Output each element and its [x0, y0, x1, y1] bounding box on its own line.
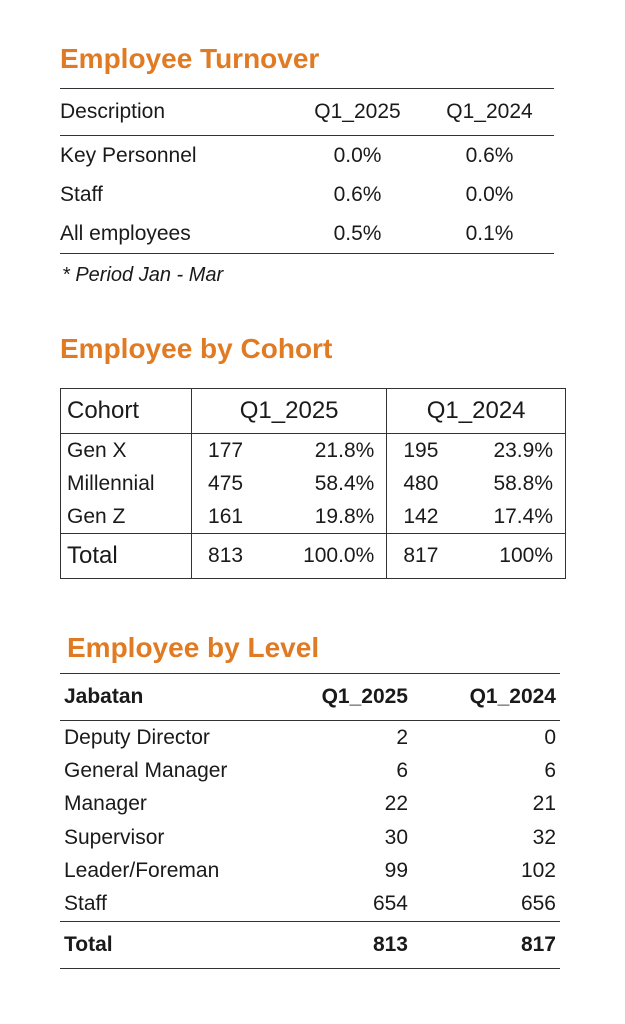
level-total-q1-2024: 817 [412, 921, 560, 968]
turnover-row-label: Key Personnel [60, 143, 197, 167]
turnover-row-q1-2024: 0.0% [465, 182, 514, 206]
cohort-row-count-2025: 177 [192, 434, 260, 468]
turnover-period-note: * Period Jan - Mar [62, 264, 224, 286]
level-total-row [60, 921, 560, 968]
cohort-row-percent-2025: 21.8% [314, 438, 375, 462]
table-row [60, 821, 560, 854]
cohort-total-percent-2025: 100.0% [259, 534, 387, 579]
cohort-row-count-2024: 195 [387, 434, 455, 468]
cohort-table [60, 388, 566, 579]
cohort-row-percent-2025: 19.8% [314, 504, 375, 528]
level-row-q1-2025: 22 [384, 792, 408, 816]
cohort-row-label: Gen X [67, 438, 127, 462]
table-row [61, 467, 566, 500]
cohort-row-percent-2025: 58.4% [314, 471, 375, 495]
table-row [60, 754, 560, 787]
cohort-header-q1-2024: Q1_2024 [387, 389, 566, 434]
level-header-row [60, 674, 560, 721]
turnover-row-label: All employees [60, 214, 290, 254]
level-row-label: General Manager [64, 758, 228, 782]
cohort-header-row [61, 389, 566, 434]
cohort-row-count-2024: 142 [387, 500, 455, 534]
level-row-q1-2025: 654 [372, 892, 408, 916]
cohort-total-label: Total [61, 534, 192, 579]
table-row [61, 434, 566, 468]
table-row [60, 854, 560, 887]
level-row-label: Supervisor [64, 825, 165, 849]
turnover-row-q1-2025: 0.5% [290, 214, 425, 254]
turnover-row-q1-2024: 0.6% [465, 143, 514, 167]
cohort-total-percent-2024: 100% [454, 534, 565, 579]
turnover-row-label: Staff [60, 182, 103, 206]
level-table [60, 673, 560, 969]
level-row-label: Manager [64, 792, 147, 816]
cohort-row-count-2024: 480 [387, 467, 455, 500]
turnover-table [60, 88, 554, 254]
turnover-row-q1-2024: 0.1% [425, 214, 554, 254]
table-row [60, 788, 560, 821]
table-row [60, 721, 560, 755]
level-header-q1-2025: Q1_2025 [284, 674, 412, 721]
level-row-q1-2025: 2 [396, 725, 408, 749]
turnover-row-q1-2025: 0.6% [333, 182, 382, 206]
cohort-row-percent-2024: 17.4% [493, 504, 553, 528]
table-row [60, 214, 554, 254]
cohort-row-count-2025: 475 [192, 467, 260, 500]
level-row-label: Leader/Foreman [64, 858, 220, 882]
level-row-label: Staff [64, 892, 107, 916]
cohort-total-count-2025: 813 [192, 534, 260, 579]
level-total-q1-2025: 813 [284, 921, 412, 968]
table-row [61, 500, 566, 534]
level-total-label: Total [60, 921, 284, 968]
turnover-title: Employee Turnover [60, 43, 320, 74]
cohort-header-q1-2025: Q1_2025 [192, 389, 387, 434]
cohort-row-label: Gen Z [67, 504, 126, 528]
cohort-header-cohort: Cohort [61, 389, 192, 434]
level-header-jabatan: Jabatan [60, 674, 284, 721]
level-row-q1-2025: 99 [384, 858, 408, 882]
cohort-row-label: Millennial [67, 471, 155, 495]
level-row-q1-2025: 30 [384, 825, 408, 849]
level-row-q1-2024: 21 [532, 792, 556, 816]
level-row-q1-2025: 6 [396, 758, 408, 782]
level-row-q1-2024: 656 [520, 892, 556, 916]
level-row-q1-2024: 6 [544, 758, 556, 782]
cohort-title: Employee by Cohort [60, 333, 333, 364]
level-row-q1-2024: 0 [544, 725, 556, 749]
table-row [60, 887, 560, 921]
level-header-q1-2024: Q1_2024 [412, 674, 560, 721]
table-row [60, 175, 554, 214]
cohort-row-percent-2024: 23.9% [493, 438, 553, 462]
cohort-row-percent-2024: 58.8% [493, 471, 553, 495]
level-row-q1-2024: 32 [532, 825, 556, 849]
turnover-header-row [60, 89, 554, 136]
level-title: Employee by Level [67, 632, 320, 663]
cohort-total-count-2024: 817 [387, 534, 455, 579]
turnover-header-q1-2025: Q1_2025 [290, 89, 425, 136]
cohort-row-count-2025: 161 [192, 500, 260, 534]
turnover-row-q1-2025: 0.0% [333, 143, 382, 167]
turnover-header-description: Description [60, 89, 290, 136]
table-row [60, 136, 554, 176]
level-row-label: Deputy Director [64, 725, 210, 749]
turnover-header-q1-2024: Q1_2024 [425, 89, 554, 136]
level-row-q1-2024: 102 [520, 858, 556, 882]
cohort-total-row [61, 534, 566, 579]
